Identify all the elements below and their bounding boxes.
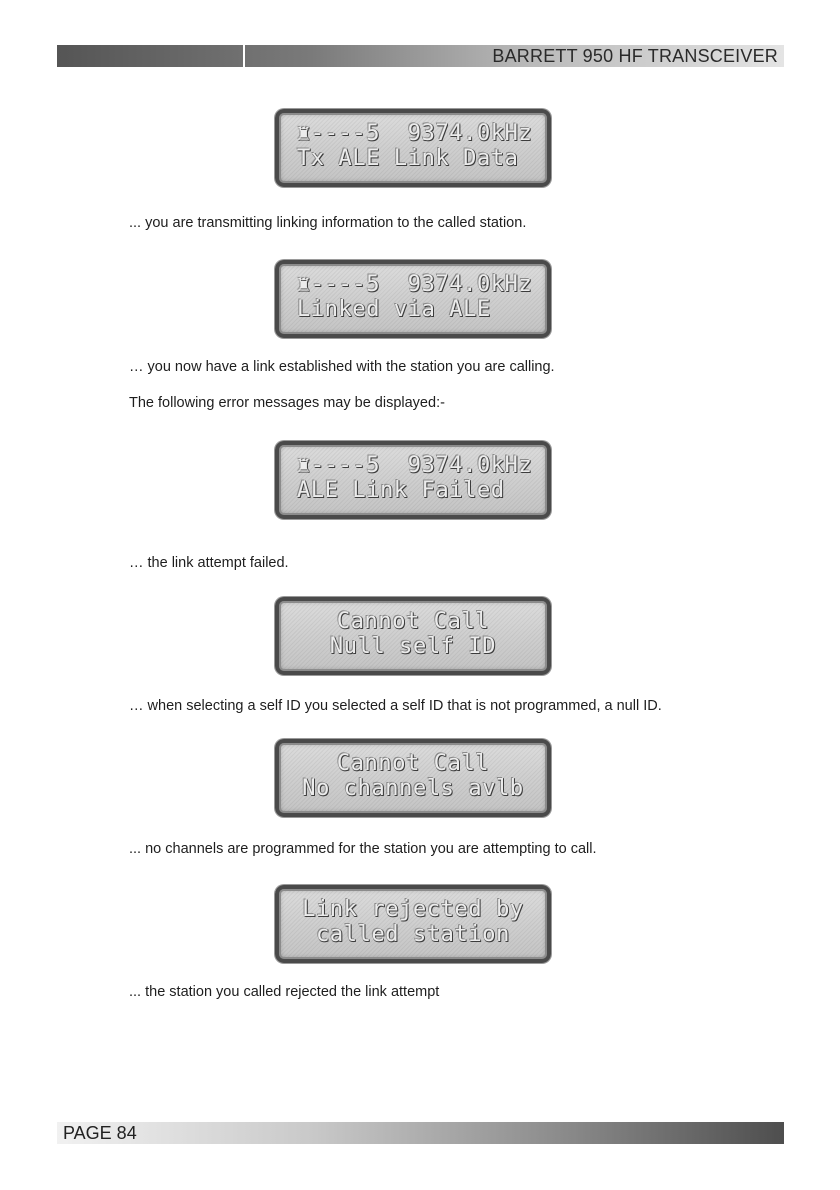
- lcd-display-no-channels: [275, 739, 551, 817]
- footer-bar: [57, 1122, 784, 1144]
- lcd-line-1: Cannot Call: [336, 609, 490, 634]
- lcd-line-2: Linked via ALE: [297, 297, 491, 322]
- lcd-line-1: ♜----5 9374.0kHz: [297, 121, 533, 146]
- lcd-line-2: Null self ID: [329, 634, 497, 659]
- caption-null-id: … when selecting a self ID you selected a self ID that is not programmed, a null ID.: [129, 698, 662, 714]
- lcd-display-tx-ale-link-data: [275, 109, 551, 187]
- caption-error-intro: The following error messages may be displayed:-: [129, 395, 445, 411]
- page-title: BARRETT 950 HF TRANSCEIVER: [492, 46, 778, 66]
- lcd-display-ale-link-failed: [275, 441, 551, 519]
- lcd-line-1: Cannot Call: [336, 751, 490, 776]
- lcd-line-2: called station: [316, 922, 510, 947]
- lcd-line-2: Tx ALE Link Data: [297, 146, 519, 171]
- lcd-display-null-self-id: [275, 597, 551, 675]
- caption-linked: … you now have a link established with the station you are calling.: [129, 359, 555, 375]
- page-number: PAGE 84: [63, 1123, 137, 1143]
- header-divider: [243, 45, 245, 67]
- lcd-line-1: Link rejected by: [302, 897, 524, 922]
- lcd-display-link-rejected: [275, 885, 551, 963]
- lcd-line-2: No channels avlb: [302, 776, 524, 801]
- lcd-line-1: ♜----5 9374.0kHz: [297, 272, 533, 297]
- lcd-line-1: ♜----5 9374.0kHz: [297, 453, 533, 478]
- lcd-display-linked-via-ale: [275, 260, 551, 338]
- caption-link-rejected: ... the station you called rejected the link attempt: [129, 984, 440, 1000]
- caption-no-channels: ... no channels are programmed for the station you are attempting to call.: [129, 841, 597, 857]
- caption-transmitting: ... you are transmitting linking information to the called station.: [129, 215, 527, 231]
- caption-link-failed: … the link attempt failed.: [129, 555, 289, 571]
- lcd-line-2: ALE Link Failed: [297, 478, 505, 503]
